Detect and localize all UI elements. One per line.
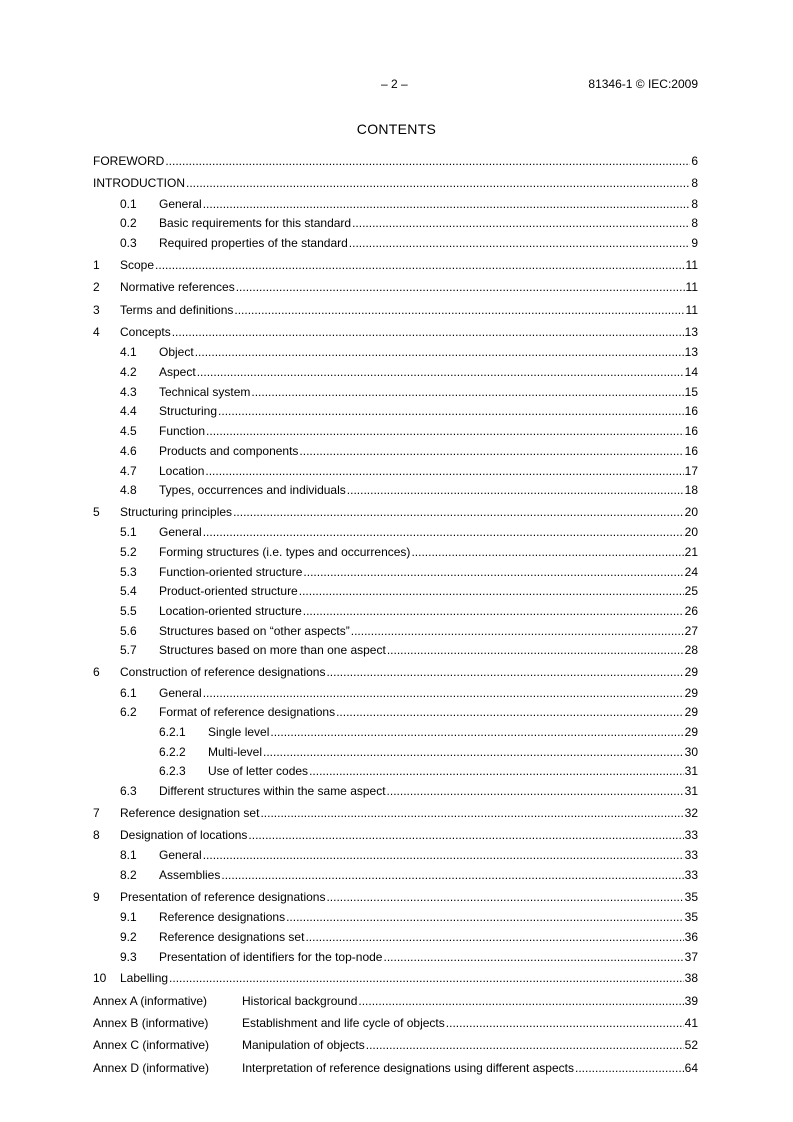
- dot-leader: [203, 195, 691, 215]
- toc-entry[interactable]: [93, 743, 698, 763]
- toc-entry-number: 6.1: [120, 685, 137, 700]
- toc-entry[interactable]: [93, 641, 698, 661]
- toc-entry[interactable]: [93, 402, 698, 422]
- toc-entry[interactable]: [93, 383, 698, 403]
- toc-entry-title: Presentation of reference designations: [120, 889, 326, 904]
- toc-entry[interactable]: [93, 150, 698, 172]
- toc-entry-number: 4.1: [120, 345, 137, 360]
- toc-entry-page: 8: [691, 196, 698, 211]
- toc-entry-title: Location: [159, 463, 205, 478]
- toc-entry[interactable]: [93, 462, 698, 482]
- toc-entry-page: 13: [684, 325, 698, 340]
- dot-leader: [351, 622, 684, 642]
- dot-leader: [248, 824, 683, 846]
- toc-entry-number: 6.2.3: [159, 764, 186, 779]
- toc-entry[interactable]: [93, 846, 698, 866]
- toc-entry-title: General: [159, 525, 202, 540]
- toc-entry[interactable]: [93, 442, 698, 462]
- toc-entry-page: 6: [691, 154, 698, 168]
- toc-entry-title: Function-oriented structure: [159, 564, 303, 579]
- dot-leader: [236, 276, 685, 298]
- toc-entry-title: Technical system: [159, 384, 251, 399]
- toc-entry[interactable]: [93, 990, 698, 1012]
- toc-entry[interactable]: [93, 661, 698, 683]
- toc-entry-title: Labelling: [120, 971, 169, 986]
- toc-entry-title: Products and components: [159, 443, 299, 458]
- dot-leader: [349, 234, 691, 254]
- toc-entry-title: General: [159, 196, 202, 211]
- toc-entry-page: 64: [684, 1060, 698, 1075]
- toc-entry-title: Format of reference designations: [159, 705, 336, 720]
- toc-entry-title: Reference designations set: [159, 929, 305, 944]
- toc-entry-title: Function: [159, 424, 206, 439]
- toc-entry-page: 11: [685, 302, 698, 317]
- dot-leader: [205, 462, 683, 482]
- toc-entry[interactable]: [93, 684, 698, 704]
- dot-leader: [172, 321, 684, 343]
- toc-entry-page: 15: [684, 384, 698, 399]
- toc-entry-page: 25: [684, 584, 698, 599]
- contents-title: CONTENTS: [356, 121, 437, 137]
- toc-entry[interactable]: [93, 523, 698, 543]
- toc-entry-number: 6.2.2: [159, 744, 186, 759]
- toc-entry-page: 35: [684, 910, 698, 925]
- page-number: – 2 –: [381, 77, 408, 91]
- toc-entry-page: 16: [684, 443, 698, 458]
- dot-leader: [303, 602, 684, 622]
- table-of-contents: [93, 150, 698, 1079]
- dot-leader: [299, 582, 684, 602]
- dot-leader: [203, 846, 684, 866]
- dot-leader: [352, 214, 690, 234]
- toc-entry-title: Reference designation set: [120, 805, 260, 820]
- toc-entry[interactable]: [93, 723, 698, 743]
- toc-entry-page: 35: [684, 889, 698, 904]
- toc-entry-page: 32: [684, 805, 698, 820]
- toc-entry-page: 24: [684, 564, 698, 579]
- toc-entry-page: 14: [684, 365, 698, 380]
- toc-entry-title: Product-oriented structure: [159, 584, 298, 599]
- toc-entry[interactable]: [93, 824, 698, 846]
- toc-entry-page: 20: [684, 504, 698, 519]
- toc-entry-number: 4.2: [120, 365, 137, 380]
- toc-entry-title: General: [159, 848, 202, 863]
- dot-leader: [197, 363, 684, 383]
- toc-entry[interactable]: [93, 967, 698, 989]
- toc-entry-page: 33: [684, 848, 698, 863]
- toc-entry[interactable]: [93, 543, 698, 563]
- toc-entry[interactable]: [93, 602, 698, 622]
- dot-leader: [165, 150, 690, 172]
- toc-entry-number: 6.2: [120, 705, 137, 720]
- dot-leader: [305, 928, 683, 948]
- toc-entry-annex: Annex A (informative): [93, 993, 208, 1008]
- toc-entry-title: Interpretation of reference designations using different aspects: [242, 1060, 574, 1075]
- toc-entry-page: 16: [684, 424, 698, 439]
- toc-entry-title: Multi-level: [208, 744, 263, 759]
- toc-entry-page: 16: [684, 404, 698, 419]
- toc-entry-number: 4.6: [120, 443, 137, 458]
- toc-entry[interactable]: [93, 782, 698, 802]
- toc-entry-title: Single level: [208, 724, 270, 739]
- toc-entry-number: 6.3: [120, 783, 137, 798]
- toc-entry-page: 26: [684, 604, 698, 619]
- dot-leader: [234, 299, 684, 321]
- toc-entry-number: 5.1: [120, 525, 137, 540]
- toc-entry-page: 13: [684, 345, 698, 360]
- toc-entry-title: Structuring principles: [120, 504, 233, 519]
- dot-leader: [309, 762, 684, 782]
- toc-entry-title: Object: [159, 345, 194, 360]
- dot-leader: [206, 422, 684, 442]
- dot-leader: [263, 743, 684, 763]
- toc-entry-number: 1: [93, 257, 100, 272]
- dot-leader: [155, 254, 685, 276]
- toc-entry-page: 29: [684, 665, 698, 680]
- toc-entry-number: 5.3: [120, 564, 137, 579]
- dot-leader: [299, 442, 683, 462]
- toc-entry-number: 4: [93, 325, 100, 340]
- toc-entry-page: 17: [684, 463, 698, 478]
- toc-entry-title: Designation of locations: [120, 828, 248, 843]
- toc-entry-number: 0.3: [120, 236, 137, 251]
- toc-entry[interactable]: [93, 948, 698, 968]
- toc-entry-number: 4.4: [120, 404, 137, 419]
- toc-entry-title: Manipulation of objects: [242, 1038, 365, 1053]
- toc-entry-title: FOREWORD: [93, 154, 165, 168]
- toc-entry-page: 11: [685, 280, 698, 295]
- toc-entry[interactable]: [93, 321, 698, 343]
- toc-entry-number: 7: [93, 805, 100, 820]
- toc-entry[interactable]: [93, 886, 698, 908]
- toc-entry-title: Scope: [120, 257, 155, 272]
- toc-entry[interactable]: [93, 481, 698, 501]
- toc-entry-page: 41: [684, 1016, 698, 1031]
- toc-entry-number: 5.7: [120, 643, 137, 658]
- toc-entry-title: Different structures within the same aspect: [159, 783, 386, 798]
- dot-leader: [326, 886, 683, 908]
- toc-entry[interactable]: [93, 908, 698, 928]
- toc-entry-page: 27: [684, 623, 698, 638]
- toc-entry-number: 4.5: [120, 424, 137, 439]
- dot-leader: [169, 967, 684, 989]
- toc-entry-title: Construction of reference designations: [120, 665, 326, 680]
- dot-leader: [186, 172, 690, 194]
- dot-leader: [336, 703, 684, 723]
- toc-entry[interactable]: [93, 234, 698, 254]
- dot-leader: [366, 1034, 684, 1056]
- toc-entry-number: 8.2: [120, 868, 137, 883]
- toc-entry-title: Location-oriented structure: [159, 604, 302, 619]
- toc-entry-number: 8.1: [120, 848, 137, 863]
- toc-entry-number: 5.6: [120, 623, 137, 638]
- toc-entry-page: 52: [684, 1038, 698, 1053]
- toc-entry-page: 31: [684, 783, 698, 798]
- toc-entry[interactable]: [93, 214, 698, 234]
- toc-entry[interactable]: [93, 1034, 698, 1056]
- dot-leader: [270, 723, 683, 743]
- dot-leader: [575, 1057, 684, 1079]
- toc-entry-number: 9.3: [120, 949, 137, 964]
- dot-leader: [203, 684, 684, 704]
- toc-entry-number: 3: [93, 302, 100, 317]
- toc-entry[interactable]: [93, 622, 698, 642]
- toc-entry[interactable]: [93, 422, 698, 442]
- toc-entry[interactable]: [93, 254, 698, 276]
- dot-leader: [358, 990, 683, 1012]
- toc-entry-title: Basic requirements for this standard: [159, 216, 352, 231]
- toc-entry-title: Forming structures (i.e. types and occurrences): [159, 544, 411, 559]
- toc-entry[interactable]: [93, 172, 698, 194]
- toc-entry-title: Types, occurrences and individuals: [159, 483, 346, 498]
- toc-entry-number: 9.1: [120, 910, 137, 925]
- toc-entry-page: 31: [684, 764, 698, 779]
- toc-entry-page: 18: [684, 483, 698, 498]
- dot-leader: [387, 641, 684, 661]
- toc-entry-number: 8: [93, 828, 100, 843]
- dot-leader: [387, 782, 684, 802]
- toc-entry[interactable]: [93, 1057, 698, 1079]
- toc-entry-page: 29: [684, 705, 698, 720]
- toc-entry-page: 28: [684, 643, 698, 658]
- toc-entry-page: 21: [684, 544, 698, 559]
- toc-entry-page: 38: [684, 971, 698, 986]
- dot-leader: [383, 948, 683, 968]
- toc-entry-number: 4.7: [120, 463, 137, 478]
- dot-leader: [286, 908, 684, 928]
- toc-entry[interactable]: [93, 866, 698, 886]
- toc-entry[interactable]: [93, 299, 698, 321]
- toc-entry-number: 5.4: [120, 584, 137, 599]
- toc-entry-number: 10: [93, 971, 107, 986]
- toc-entry-page: 11: [685, 257, 698, 272]
- dot-leader: [203, 523, 684, 543]
- toc-entry-page: 36: [684, 929, 698, 944]
- toc-entry-number: 9: [93, 889, 100, 904]
- toc-entry-number: 5: [93, 504, 100, 519]
- toc-entry-number: 6: [93, 665, 100, 680]
- toc-entry-page: 9: [691, 236, 698, 251]
- toc-entry-annex: Annex D (informative): [93, 1060, 210, 1075]
- toc-entry-page: 30: [684, 744, 698, 759]
- dot-leader: [195, 343, 684, 363]
- toc-entry-page: 20: [684, 525, 698, 540]
- toc-entry[interactable]: [93, 582, 698, 602]
- dot-leader: [251, 383, 683, 403]
- toc-entry-title: Structures based on more than one aspect: [159, 643, 386, 658]
- dot-leader: [411, 543, 683, 563]
- toc-entry-title: Aspect: [159, 365, 196, 380]
- toc-entry[interactable]: [93, 343, 698, 363]
- toc-entry[interactable]: [93, 276, 698, 298]
- dot-leader: [233, 501, 684, 523]
- toc-entry-title: Establishment and life cycle of objects: [242, 1016, 445, 1031]
- dot-leader: [326, 661, 683, 683]
- toc-entry[interactable]: [93, 363, 698, 383]
- toc-entry-number: 6.2.1: [159, 724, 186, 739]
- dot-leader: [221, 866, 683, 886]
- toc-entry-page: 29: [684, 724, 698, 739]
- dot-leader: [260, 802, 683, 824]
- toc-entry-title: Assemblies: [159, 868, 221, 883]
- toc-entry[interactable]: [93, 195, 698, 215]
- toc-entry[interactable]: [93, 1012, 698, 1034]
- toc-entry-number: 2: [93, 280, 100, 295]
- toc-entry-title: Use of letter codes: [208, 764, 309, 779]
- toc-entry-annex: Annex C (informative): [93, 1038, 210, 1053]
- toc-entry[interactable]: [93, 928, 698, 948]
- toc-entry-title: Reference designations: [159, 910, 286, 925]
- toc-entry-page: 33: [684, 828, 698, 843]
- toc-entry-page: 8: [691, 216, 698, 231]
- toc-entry-page: 8: [691, 176, 698, 191]
- toc-entry-number: 4.8: [120, 483, 137, 498]
- dot-leader: [218, 402, 684, 422]
- toc-entry-page: 39: [684, 993, 698, 1008]
- toc-entry[interactable]: [93, 802, 698, 824]
- toc-entry-number: 9.2: [120, 929, 137, 944]
- toc-entry-number: 5.2: [120, 544, 137, 559]
- dot-leader: [347, 481, 684, 501]
- toc-entry-annex: Annex B (informative): [93, 1016, 209, 1031]
- toc-entry-title: Concepts: [120, 325, 171, 340]
- toc-entry-title: Structures based on “other aspects”: [159, 623, 350, 638]
- dot-leader: [303, 563, 683, 583]
- toc-entry-title: INTRODUCTION: [93, 176, 185, 191]
- document-reference: 81346-1 © IEC:2009: [588, 77, 698, 91]
- toc-entry-title: Presentation of identifiers for the top-node: [159, 949, 383, 964]
- toc-entry[interactable]: [93, 703, 698, 723]
- toc-entry-number: 0.2: [120, 216, 137, 231]
- toc-entry-page: 37: [684, 949, 698, 964]
- toc-entry-title: Historical background: [242, 993, 358, 1008]
- toc-entry[interactable]: [93, 563, 698, 583]
- toc-entry-title: Structuring: [159, 404, 218, 419]
- toc-entry-title: Required properties of the standard: [159, 236, 348, 251]
- dot-leader: [446, 1012, 684, 1034]
- toc-entry[interactable]: [93, 501, 698, 523]
- toc-entry-number: 5.5: [120, 604, 137, 619]
- toc-entry-page: 29: [684, 685, 698, 700]
- toc-entry-title: Terms and definitions: [120, 302, 234, 317]
- toc-entry-page: 33: [684, 868, 698, 883]
- toc-entry-title: Normative references: [120, 280, 235, 295]
- toc-entry-number: 4.3: [120, 384, 137, 399]
- toc-entry[interactable]: [93, 762, 698, 782]
- toc-entry-number: 0.1: [120, 196, 137, 211]
- toc-entry-title: General: [159, 685, 202, 700]
